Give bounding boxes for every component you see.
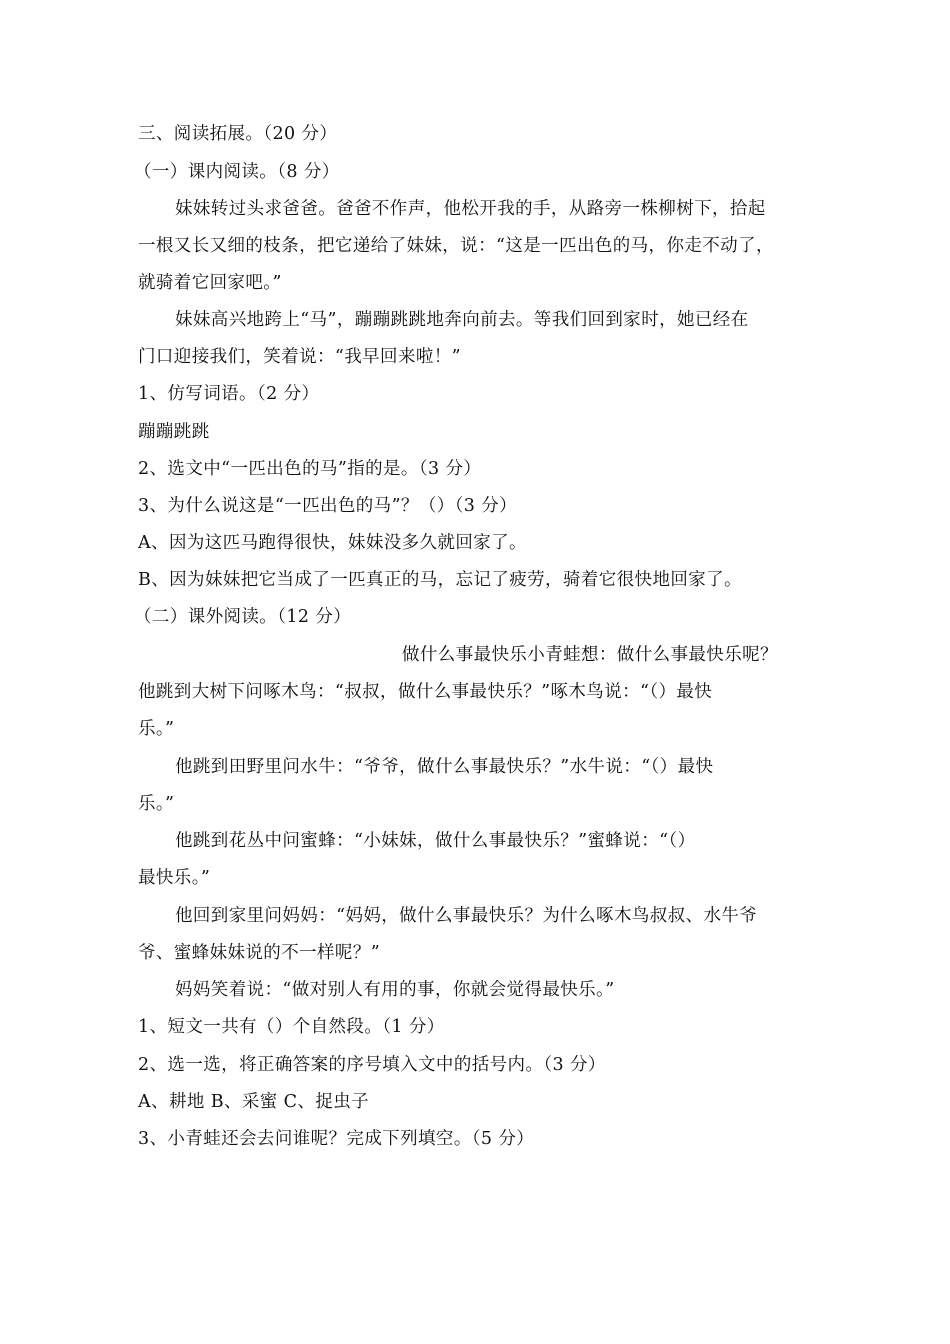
question-line: 3、为什么说这是“一匹出色的马”？（）（3 分）	[138, 496, 518, 516]
passage-line: 乐。”	[138, 794, 175, 814]
section-heading: 三、阅读拓展。（20 分）	[138, 124, 338, 144]
question-line: 1、短文一共有（）个自然段。（1 分）	[138, 1017, 445, 1037]
passage-line: 妹妹转过头求爸爸。爸爸不作声，他松开我的手，从路旁一株柳树下，拾起	[175, 199, 766, 219]
question-line: 2、选文中“一匹出色的马”指的是。（3 分）	[138, 459, 482, 479]
option-line: A、耕地 B、采蜜 C、捉虫子	[138, 1092, 370, 1112]
passage-line: 乐。”	[138, 719, 175, 739]
passage-line: 他回到家里问妈妈：“妈妈，做什么事最快乐？为什么啄木鸟叔叔、水牛爷	[175, 906, 758, 926]
option-line: B、因为妹妹把它当成了一匹真正的马，忘记了疲劳，骑着它很快地回家了。	[138, 570, 742, 590]
passage-line: 一根又长又细的枝条，把它递给了妹妹，说：“这是一匹出色的马，你走不动了，	[138, 236, 774, 256]
passage-line: 爷、蜜蜂妹妹说的不一样呢？”	[138, 943, 381, 963]
option-line: A、因为这匹马跑得很快，妹妹没多久就回家了。	[138, 533, 527, 553]
passage-line: 他跳到田野里问水牛：“爷爷，做什么事最快乐？”水牛说：“（）最快	[175, 757, 714, 777]
question-line: 2、选一选，将正确答案的序号填入文中的括号内。（3 分）	[138, 1055, 606, 1075]
passage-line: 就骑着它回家吧。”	[138, 273, 282, 293]
passage-title-line: 做什么事最快乐小青蛙想：做什么事最快乐呢？	[402, 645, 778, 665]
subsection-heading-in-class: （一）课内阅读。（8 分）	[134, 162, 340, 182]
passage-line: 妈妈笑着说：“做对别人有用的事，你就会觉得最快乐。”	[175, 980, 615, 1000]
passage-line: 他跳到花丛中问蜜蜂：“小妹妹，做什么事最快乐？”蜜蜂说：“（）	[175, 831, 696, 851]
passage-line: 妹妹高兴地跨上“马”，蹦蹦跳跳地奔向前去。等我们回到家时，她已经在	[175, 310, 749, 330]
passage-line: 最快乐。”	[138, 868, 211, 888]
example-word: 蹦蹦跳跳	[138, 422, 210, 442]
question-line: 1、仿写词语。（2 分）	[138, 384, 320, 404]
passage-line: 他跳到大树下问啄木鸟：“叔叔，做什么事最快乐？”啄木鸟说：“（）最快	[138, 682, 713, 702]
subsection-heading-extra: （二）课外阅读。（12 分）	[134, 607, 352, 627]
question-line: 3、小青蛙还会去问谁呢？完成下列填空。（5 分）	[138, 1129, 535, 1149]
passage-line: 门口迎接我们，笑着说：“我早回来啦！”	[138, 347, 461, 367]
